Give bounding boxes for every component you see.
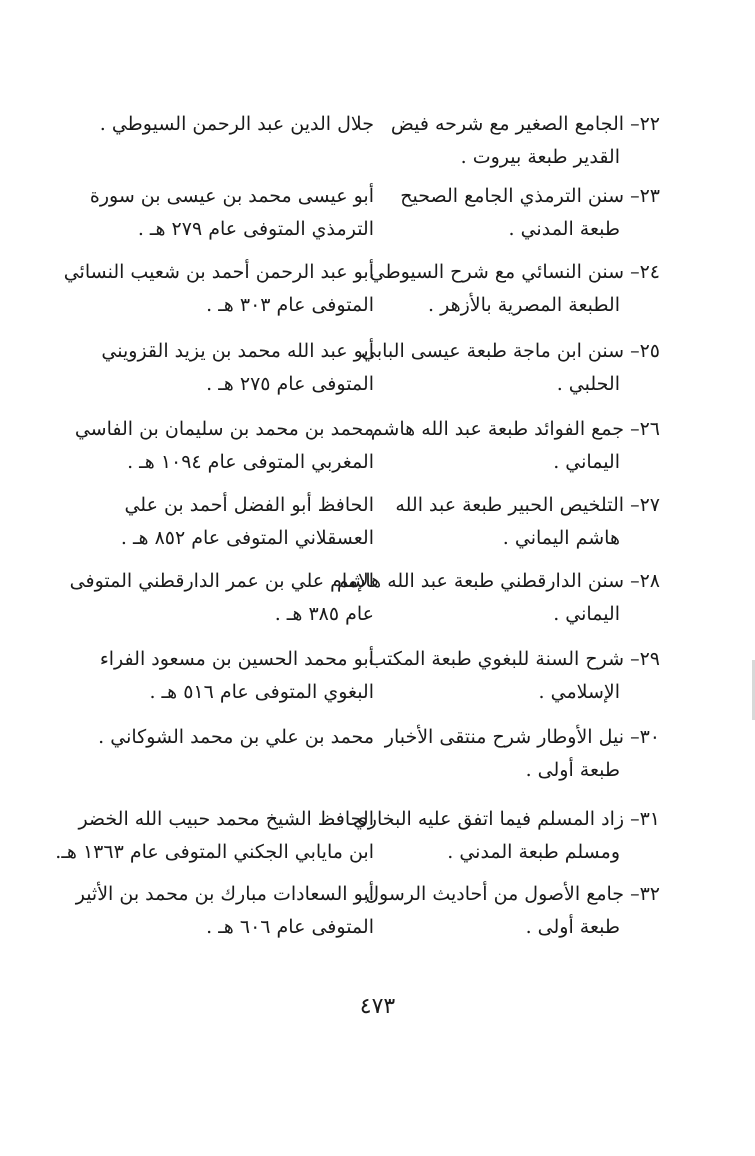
- author-name: الحافظ الشيخ محمد حبيب الله الخضر ابن مايابي الجكني المتوفى عام ١٣٦٣ هـ.: [55, 808, 374, 863]
- book-title: ٢٤– سنن النسائي مع شرح السيوطي الطبعة المصرية بالأزهر .: [369, 261, 660, 316]
- book-title: ٢٣– سنن الترمذي الجامع الصحيح طبعة المدني .: [400, 185, 660, 240]
- book-title: ٢٦– جمع الفوائد طبعة عبد الله هاشم اليماني .: [370, 418, 660, 473]
- book-title: ٣١– زاد المسلم فيما اتفق عليه البخاري ومسلم طبعة المدني .: [352, 808, 660, 863]
- list-item: [55, 803, 660, 878]
- list-item: [75, 878, 660, 954]
- list-item: [80, 335, 660, 413]
- author-name: جلال الدين عبد الرحمن السيوطي .: [99, 113, 374, 135]
- author-name: الإمام علي بن عمر الدارقطني المتوفى عام ٣٨٥ هـ .: [69, 570, 374, 625]
- author-name: الحافظ أبو الفضل أحمد بن علي العسقلاني المتوفى عام ٨٥٢ هـ .: [120, 494, 374, 549]
- list-item: [63, 256, 660, 335]
- author-name: محمد بن علي بن محمد الشوكاني .: [98, 726, 374, 748]
- author-name: أبو عبد الله محمد بن يزيد القزويني المتوفى عام ٢٧٥ هـ .: [101, 340, 374, 395]
- book-title: ٢٢– الجامع الصغير مع شرحه فيض القدير طبعة بيروت .: [390, 113, 660, 168]
- list-item: [69, 565, 660, 643]
- author-name: أبو السعادات مبارك بن محمد بن الأثير المتوفى عام ٦٠٦ هـ .: [75, 883, 374, 938]
- list-item: [80, 180, 660, 256]
- author-name: محمد بن محمد بن سليمان بن الفاسي المغربي المتوفى عام ١٠٩٤ هـ .: [74, 418, 374, 473]
- book-title: ٢٧– التلخيص الحبير طبعة عبد الله هاشم اليماني .: [395, 494, 660, 549]
- book-title: ٢٥– سنن ابن ماجة طبعة عيسى البابي الحلبي .: [361, 340, 660, 395]
- author-name: أبو محمد الحسين بن مسعود الفراء البغوي المتوفى عام ٥١٦ هـ .: [99, 648, 374, 703]
- page-number: ٤٧٣: [359, 994, 396, 1019]
- list-item: [74, 413, 660, 489]
- list-item: [80, 721, 660, 803]
- author-name: أبو عيسى محمد بن عيسى بن سورة الترمذي المتوفى عام ٢٧٩ هـ .: [89, 185, 374, 240]
- book-title: ٢٨– سنن الدارقطني طبعة عبد الله هاشم اليماني .: [336, 570, 660, 625]
- list-item: [80, 108, 660, 180]
- book-title: ٣٢– جامع الأصول من أحاديث الرسول طبعة أولى .: [365, 883, 660, 938]
- book-title: ٢٩– شرح السنة للبغوي طبعة المكتب الإسلامي .: [368, 648, 660, 703]
- list-item: [80, 643, 660, 721]
- list-item: [80, 489, 660, 565]
- book-title: ٣٠– نيل الأوطار شرح منتقى الأخبار طبعة أولى .: [384, 726, 660, 781]
- author-name: أبو عبد الرحمن أحمد بن شعيب النسائي المتوفى عام ٣٠٣ هـ .: [63, 261, 374, 316]
- bibliography-list: [55, 108, 660, 954]
